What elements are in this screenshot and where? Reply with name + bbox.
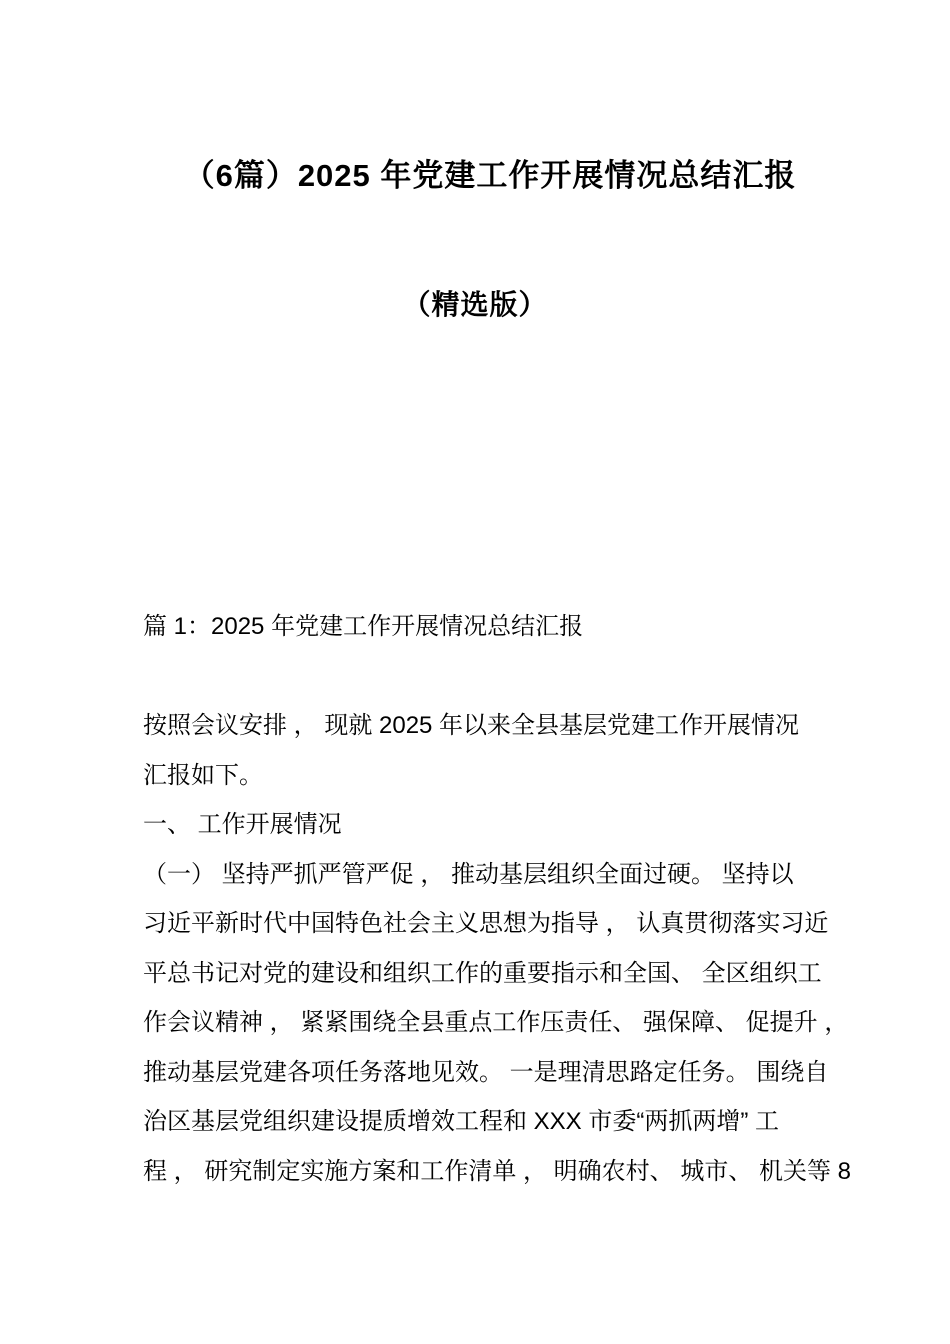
text-line: （一） 坚持严抓严管严促 ， 推动基层组织全面过硬。 坚持以	[143, 860, 794, 888]
text-line: 汇报如下。	[143, 761, 263, 789]
text-line: 习近平新时代中国特色社会主义思想为指导 ， 认真贯彻落实习近	[143, 910, 829, 937]
text-line: 平总书记对党的建设和组织工作的重要指示和全国、 全区组织工	[143, 959, 822, 987]
text-line: 治区基层党组织建设提质增效工程和 XXX 市委“两抓两增” 工	[143, 1108, 780, 1135]
document-subtitle: （精选版）	[402, 289, 548, 320]
text-line: 程 ， 研究制定实施方案和工作清单 ， 明确农村、 城市、 机关等 8	[143, 1157, 852, 1185]
text-line: 按照会议安排 ， 现就 2025 年以来全县基层党建工作开展情况	[143, 712, 800, 739]
text-line: 作会议精神 ， 紧紧围绕全县重点工作压责任、 强保障、 促提升 ，	[143, 1009, 849, 1036]
document-body	[143, 602, 853, 1196]
text-line: 一、 工作开展情况	[143, 811, 342, 838]
text-line: 篇 1：2025 年党建工作开展情况总结汇报	[143, 613, 584, 640]
document-title: （6篇）2025 年党建工作开展情况总结汇报	[183, 158, 797, 193]
text-line	[143, 652, 853, 702]
text-line: 推动基层党建各项任务落地见效。 一是理清思路定任务。 围绕自	[143, 1058, 829, 1086]
